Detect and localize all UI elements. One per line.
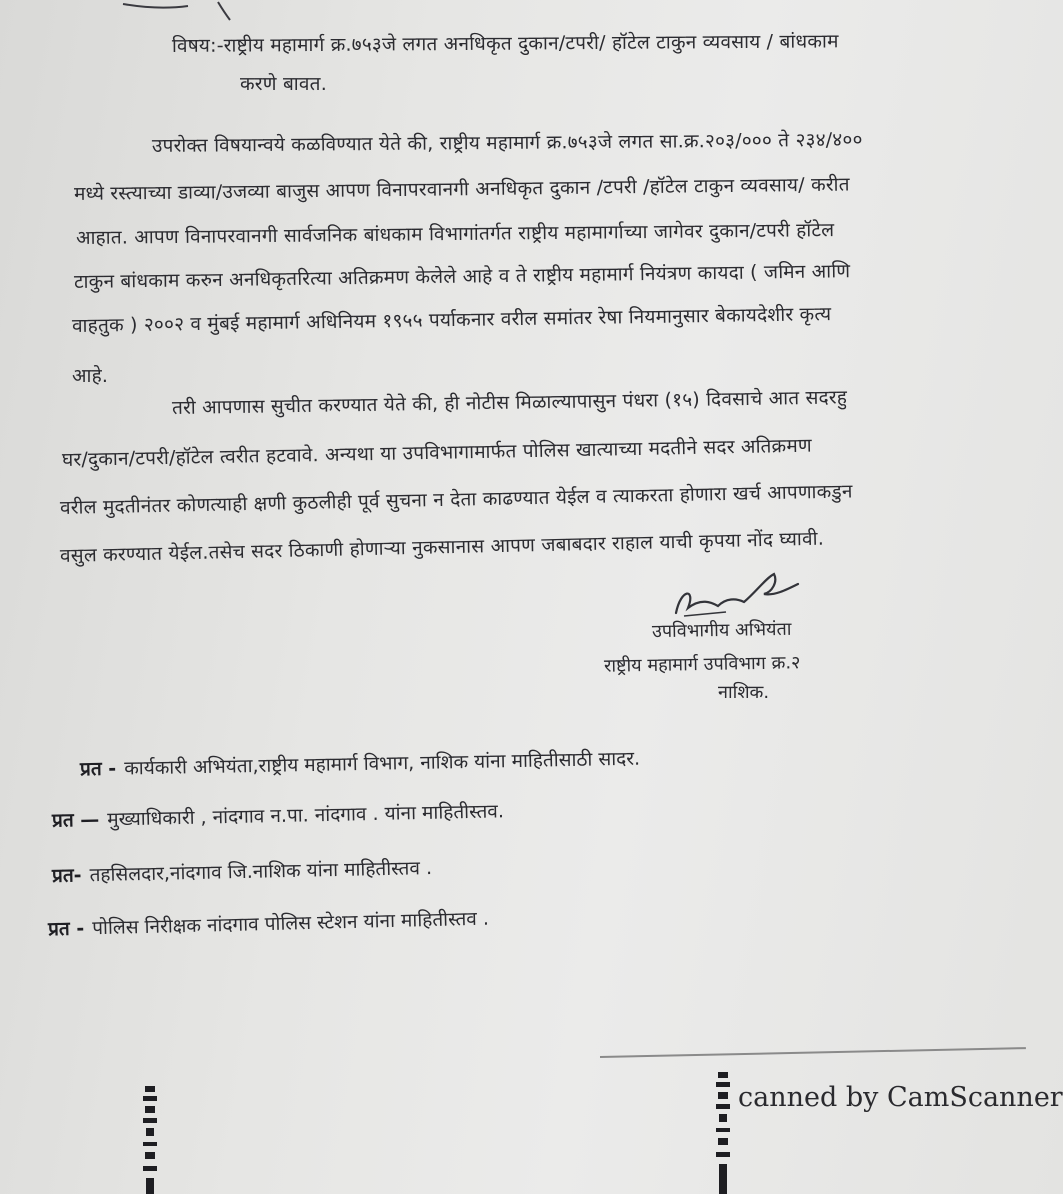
para1-line-2: मध्ये रस्त्याच्या डाव्या/उजव्या बाजुस आपण विनापरवानगी अनधिकृत दुकान /टपरी /हॉटेल टाकुन व्यवसाय/ करीत: [73, 173, 850, 205]
signature-block: [596, 568, 856, 708]
subject-line-1: विषय:-राष्ट्रीय महामार्ग क्र.७५३जे लगत अनधिकृत दुकान/टपरी/ हॉटेल टाकुन व्यवसाय / बांधकाम: [171, 30, 839, 57]
para1-line-6: आहे.: [72, 365, 109, 387]
copy-to-line-2: [52, 799, 504, 832]
copy-label: प्रत -: [47, 917, 85, 941]
footer-rule: [600, 1047, 1026, 1058]
copy-label: प्रत -: [79, 757, 117, 781]
para2-line-4: वसुल करण्यात येईल.तसेच सदर ठिकाणी होणाऱ्या नुकसानास आपण जबाबदार राहाल याची कृपया नोंद घ्यावी.: [59, 527, 825, 567]
copy-to-line-4: [48, 907, 489, 942]
copy-recipient: तहसिलदार,नांदगाव जि.नाशिक यांना माहितीस्तव .: [89, 857, 433, 887]
para2-line-2: घर/दुकान/टपरी/हॉटेल त्वरीत हटवावे. अन्यथा या उपविभागामार्फत पोलिस खात्याच्या मदतीने सदर अतिक्रमण: [61, 434, 813, 471]
para1-line-1: उपरोक्त विषयान्वये कळविण्यात येते की, राष्ट्रीय महामार्ग क्र.७५३जे लगत सा.क्र.२०३/००० ते २३४/४००: [151, 128, 863, 157]
signatory-office: राष्ट्रीय महामार्ग उपविभाग क्र.२: [603, 652, 801, 677]
para1-line-4: टाकुन बांधकाम करुन अनधिकृतरित्या अतिक्रमण केलेले आहे व ते राष्ट्रीय महामार्ग नियंत्रण कायदा ( जमिन आणि: [73, 260, 851, 293]
copy-recipient: मुख्याधिकारी , नांदगाव न.पा. नांदगाव . यांना माहितीस्तव.: [107, 800, 505, 831]
copy-label: प्रत —: [51, 808, 100, 832]
para1-line-3: आहात. आपण विनापरवानगी सार्वजनिक बांधकाम विभागांतर्गत राष्ट्रीय महामार्गाच्या जागेवर दुकान/टपरी हॉटेल: [75, 219, 835, 249]
copy-to-line-3: [52, 856, 432, 888]
scan-marker-icon: [143, 1086, 157, 1194]
para2-line-3: वरील मुदतीनंतर कोणत्याही क्षणी कुठलीही पूर्व सुचना न देता काढण्यात येईल व त्याकरता होणारा खर्च आपणाकडुन: [59, 480, 853, 519]
camscanner-watermark: canned by CamScanner: [738, 1082, 1063, 1113]
scan-marker-icon: [716, 1072, 730, 1194]
subject-line-2: करणे बावत.: [240, 73, 327, 95]
copy-recipient: पोलिस निरीक्षक नांदगाव पोलिस स्टेशन यांना माहितीस्तव .: [91, 907, 490, 940]
copy-to-line-1: [80, 747, 640, 782]
para2-line-1: तरी आपणास सुचीत करण्यात येते की, ही नोटीस मिळाल्यापासुन पंधरा (१५) दिवसाचे आत सदरहु: [171, 386, 848, 419]
top-pen-mark: [118, 0, 248, 24]
signatory-designation: उपविभागीय अभियंता: [651, 618, 792, 643]
signatory-city: नाशिक.: [718, 682, 770, 703]
copy-label: प्रत-: [51, 864, 82, 887]
copy-recipient: कार्यकारी अभियंता,राष्ट्रीय महामार्ग विभाग, नाशिक यांना माहितीसाठी सादर.: [123, 747, 641, 780]
para1-line-5: वाहतुक ) २००२ व मुंबई महामार्ग अधिनियम १९५५ पर्याकनार वरील समांतर रेषा नियमानुसार बेकायदेशीर कृत्य: [71, 303, 832, 337]
